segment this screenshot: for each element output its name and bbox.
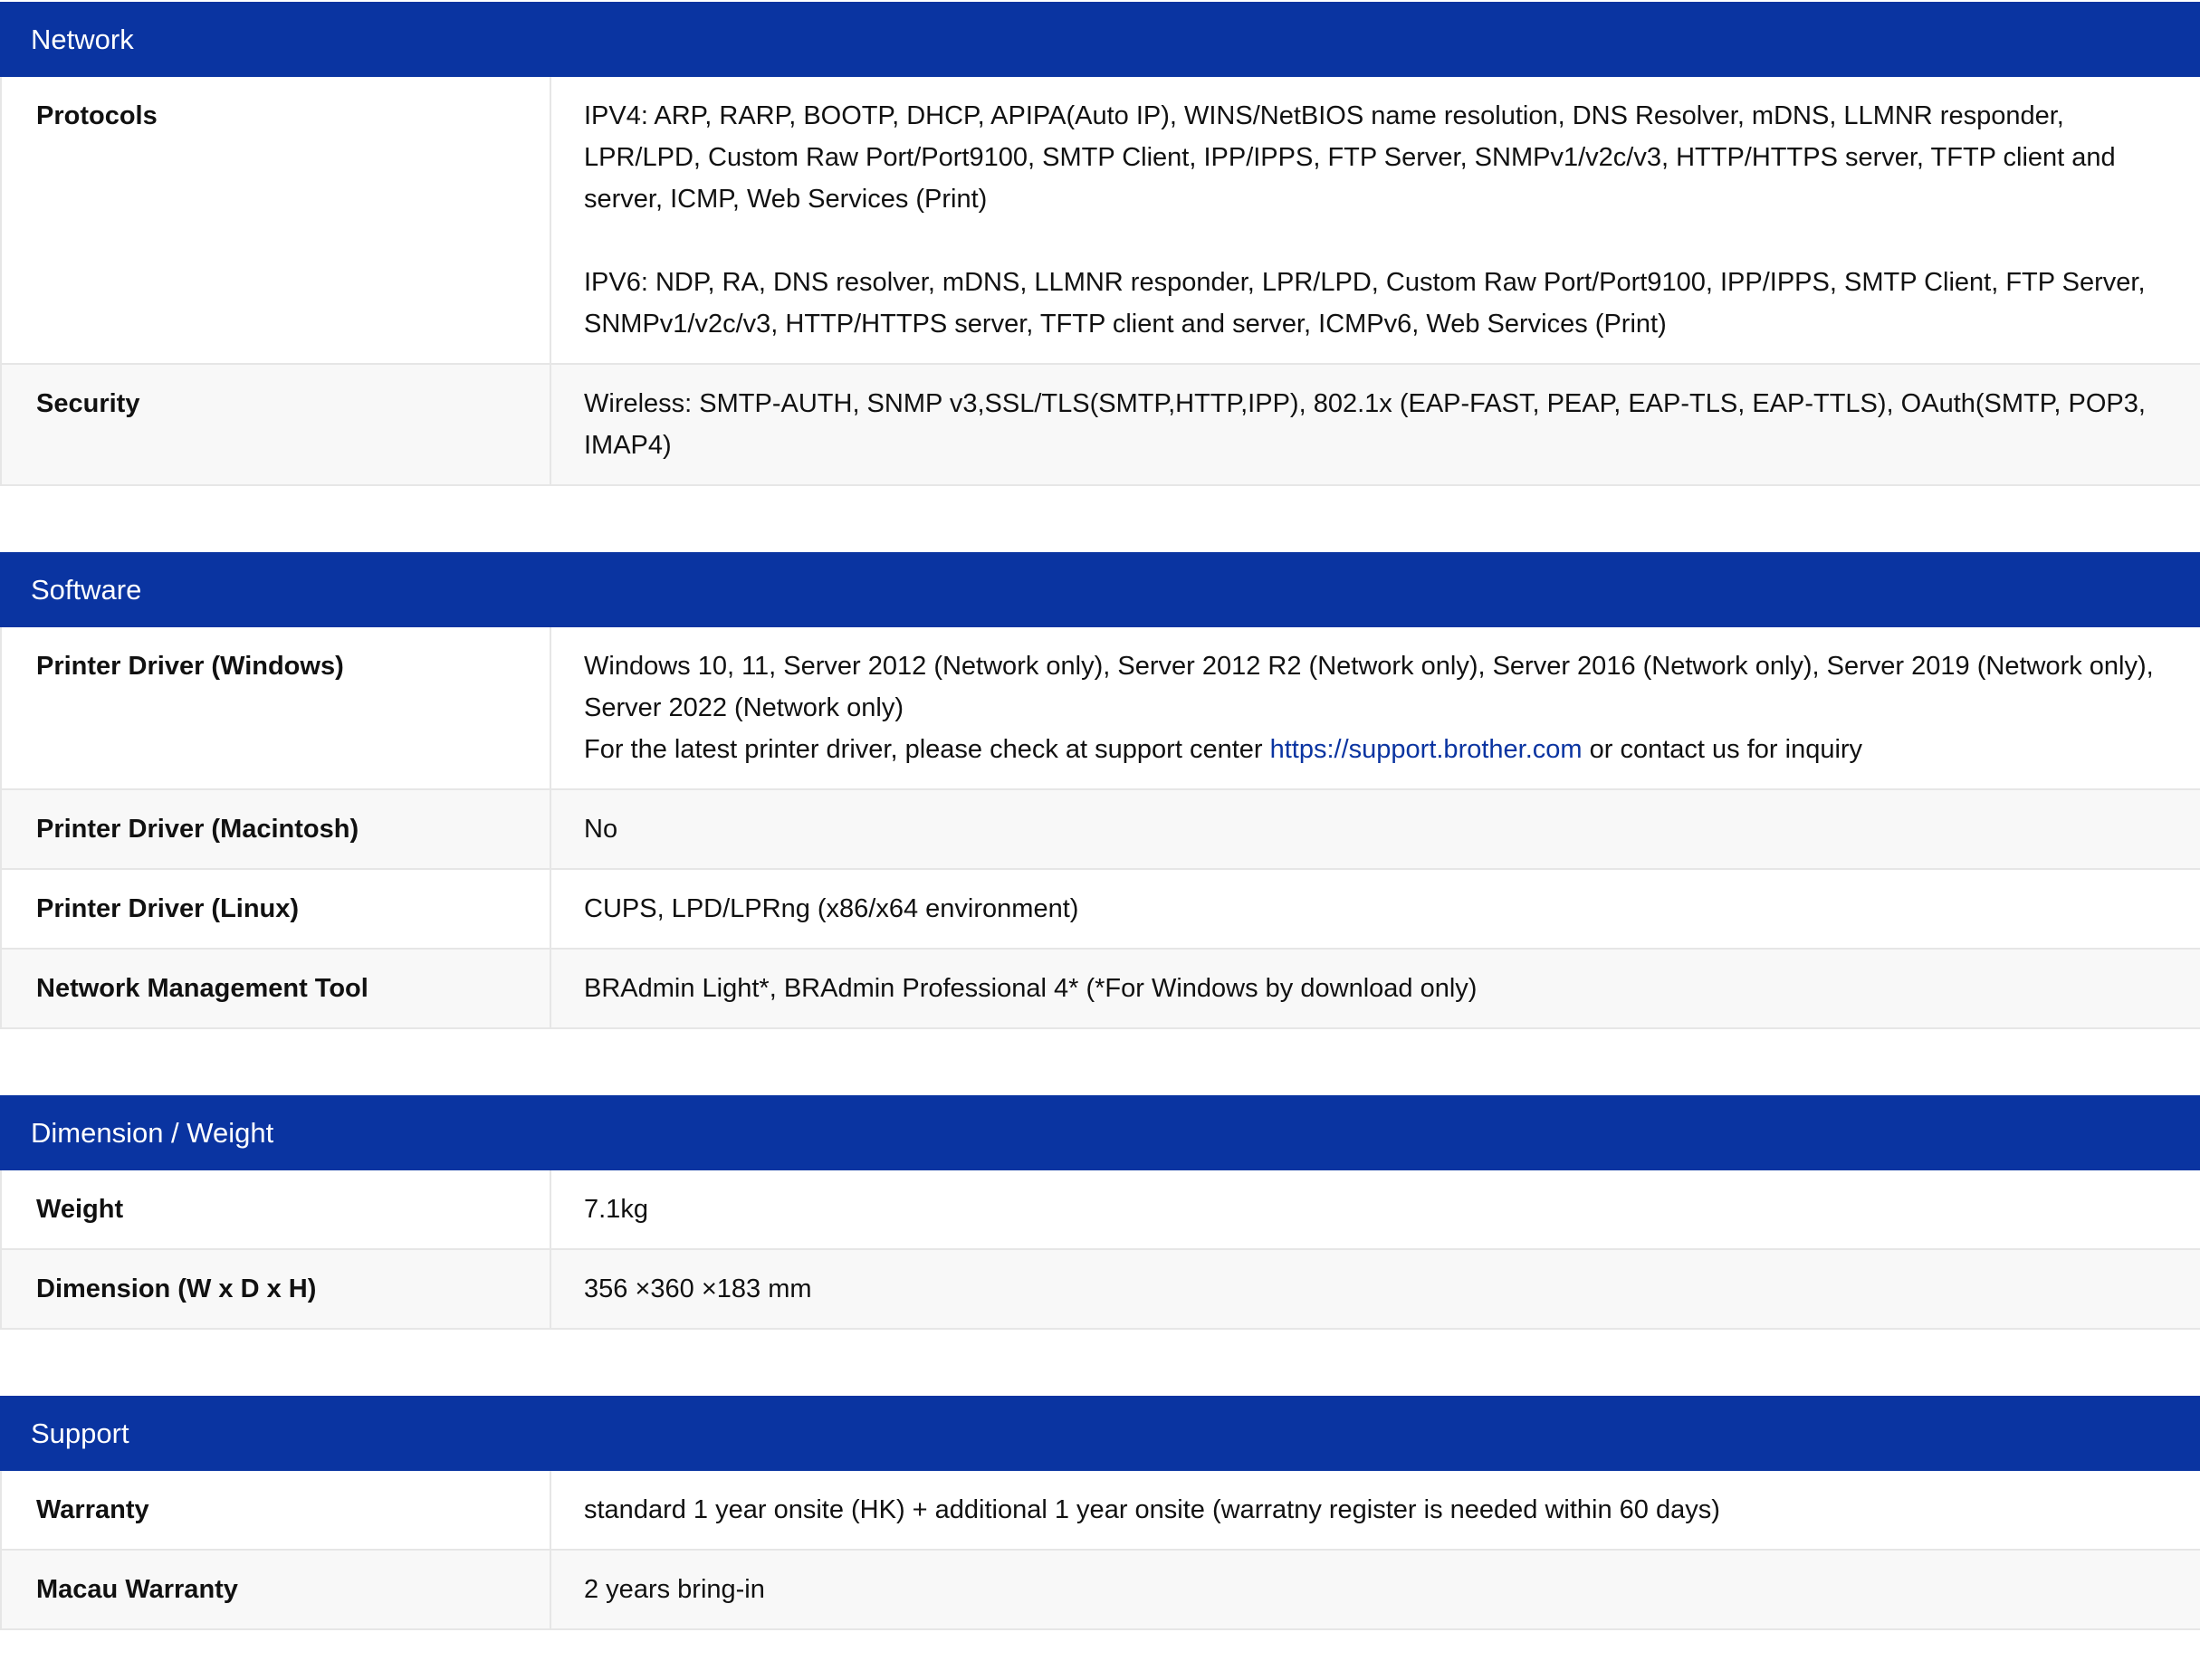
support-spec-table [0,1471,2200,1630]
spec-value: 2 years bring-in [550,1550,2200,1629]
spec-row-network-management-tool [1,949,2200,1028]
network-section [0,2,2200,486]
driver-note [584,729,2164,770]
spec-row-protocols [1,77,2200,364]
spec-row-printer-driver-macintosh [1,789,2200,869]
spec-label: Dimension (W x D x H) [1,1249,550,1329]
section-spacer [0,486,2200,550]
dimension-section-header: Dimension / Weight [0,1095,2200,1170]
protocols-ipv4-text: IPV4: ARP, RARP, BOOTP, DHCP, APIPA(Auto IP), WINS/NetBIOS name resolution, DNS Resolver, mDNS, LLMNR responder, LPR/LPD, Custom Raw Port/Port9100, SMTP Client, IPP/IPPS, FTP Server, SNMPv1/v2c/v3, HTTP/HTTPS server, TFTP client and server, ICMP, Web Services (Print) [584,101,2116,214]
network-section-header: Network [0,2,2200,77]
dimension-spec-table [0,1170,2200,1330]
spec-row-printer-driver-windows [1,627,2200,789]
dimension-section [0,1095,2200,1330]
spec-label: Printer Driver (Macintosh) [1,789,550,869]
spec-label: Protocols [1,77,550,364]
support-section [0,1396,2200,1630]
spec-label: Warranty [1,1471,550,1550]
spec-value: Wireless: SMTP-AUTH, SNMP v3,SSL/TLS(SMTP,HTTP,IPP), 802.1x (EAP-FAST, PEAP, EAP-TLS, EAP-TTLS), OAuth(SMTP, POP3, IMAP4) [550,364,2200,485]
software-section [0,552,2200,1029]
spec-value: standard 1 year onsite (HK) + additional 1 year onsite (warratny register is needed within 60 days) [584,1495,1720,1524]
spec-label: Printer Driver (Linux) [1,869,550,949]
spec-row-printer-driver-linux [1,869,2200,949]
driver-note-prefix: For the latest printer driver, please check at support center [584,735,1270,764]
spec-row-weight [1,1170,2200,1249]
spec-label: Weight [1,1170,550,1249]
spec-label: Security [1,364,550,485]
spec-value: 356 ×360 ×183 mm [550,1249,2200,1329]
spec-value [550,77,2200,364]
protocols-ipv6-text: IPV6: NDP, RA, DNS resolver, mDNS, LLMNR responder, LPR/LPD, Custom Raw Port/Port9100, IPP/IPPS, SMTP Client, FTP Server, SNMPv1/v2c/v3, HTTP/HTTPS server, TFTP client and server, ICMPv6, Web Services (Print) [584,268,2146,339]
spec-label: Printer Driver (Windows) [1,627,550,789]
spec-value: No [550,789,2200,869]
spec-label: Network Management Tool [1,949,550,1028]
spec-row-macau-warranty [1,1550,2200,1629]
spec-label: Macau Warranty [1,1550,550,1629]
spec-row-security [1,364,2200,485]
spec-value: BRAdmin Light*, BRAdmin Professional 4* (*For Windows by download only) [550,949,2200,1028]
spec-row-warranty [1,1471,2200,1550]
software-section-header: Software [0,552,2200,627]
support-section-header: Support [0,1396,2200,1471]
spec-value: CUPS, LPD/LPRng (x86/x64 environment) [584,894,1079,923]
spec-row-dimension [1,1249,2200,1329]
spec-value [550,627,2200,789]
network-spec-table [0,77,2200,486]
windows-support-text: Windows 10, 11, Server 2012 (Network only), Server 2012 R2 (Network only), Server 2016 (Network only), Server 2019 (Network only), Server 2022 (Network only) [584,652,2154,722]
section-spacer [0,1029,2200,1093]
spec-value: 7.1kg [584,1195,648,1224]
driver-note-suffix: or contact us for inquiry [1582,735,1863,764]
section-spacer [0,1330,2200,1394]
support-link[interactable]: https://support.brother.com [1269,735,1583,764]
software-spec-table [0,627,2200,1029]
